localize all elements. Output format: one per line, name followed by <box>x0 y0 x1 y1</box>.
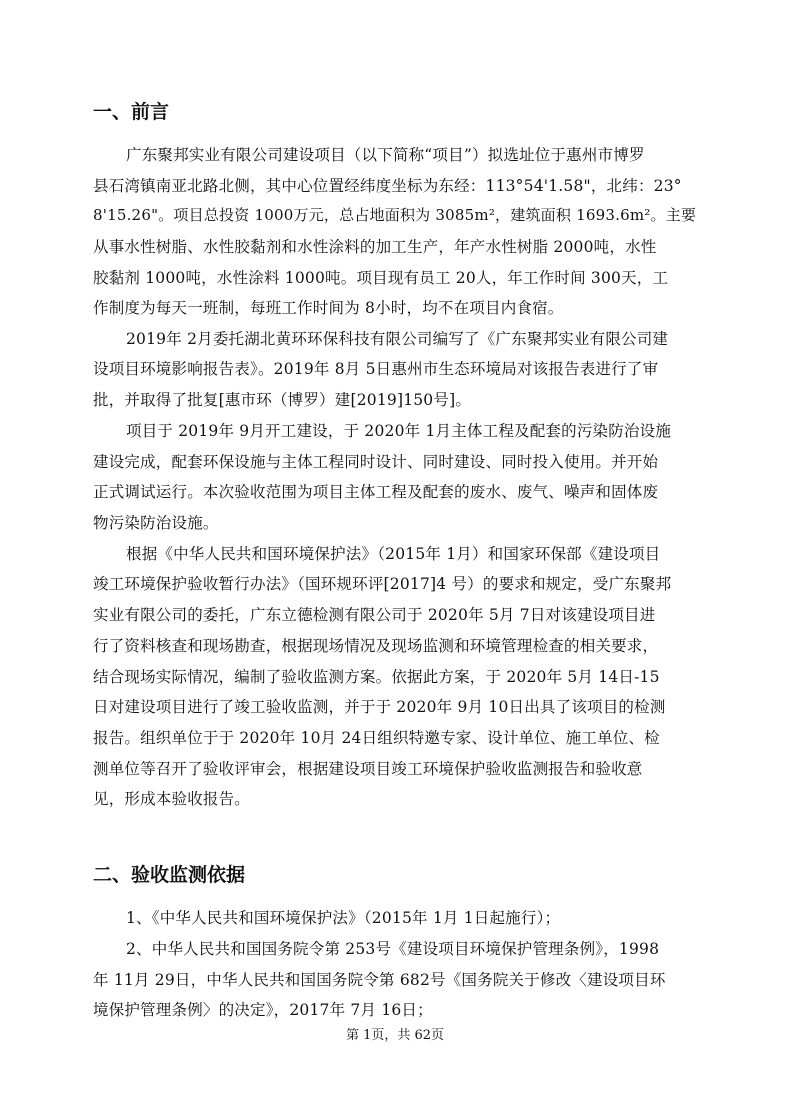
list-item-line: 2、中华人民共和国国务院令第 253号《建设项目环境保护管理条例》，1998 <box>126 940 660 958</box>
paragraph-line: 日对建设项目进行了竣工验收监测，并于于 2020年 9月 10日出具了该项目的检测 <box>93 698 666 716</box>
paragraph-line: 从事水性树脂、水性胶黏剂和水性涂料的加工生产，年产水性树脂 2000吨，水性 <box>93 238 657 256</box>
paragraph-line: 报告。组织单位于于 2020年 10月 24日组织特邀专家、设计单位、施工单位、检 <box>93 729 660 747</box>
paragraph-line: 设项目环境影响报告表》。2019年 8月 5日惠州市生态环境局对该报告表进行了审 <box>93 360 659 378</box>
paragraph-line: 行了资料核查和现场勘查，根据现场情况及现场监测和环境管理检查的相关要求， <box>93 637 659 655</box>
paragraph-line: 建设完成，配套环保设施与主体工程同时设计、同时建设、同时投入使用。并开始 <box>93 453 659 471</box>
paragraph-line: 物污染防治设施。 <box>93 514 219 532</box>
paragraph-line: 作制度为每天一班制，每班工作时间为 8小时，均不在项目内食宿。 <box>93 299 564 317</box>
paragraph-line: 广东聚邦实业有限公司建设项目（以下简称“项目”）拟选址位于惠州市博罗 <box>126 146 645 164</box>
list-item-line: 境保护管理条例〉的决定》，2017年 7月 16日； <box>93 1001 433 1019</box>
paragraph-line: 8'15.26"。项目总投资 1000万元，总占地面积为 3085m²，建筑面积 1693.6m²。主要 <box>93 206 697 224</box>
paragraph-line: 项目于 2019年 9月开工建设，于 2020年 1月主体工程及配套的污染防治设施 <box>126 422 672 440</box>
list-item-line: 年 11月 29日，中华人民共和国国务院令第 682号《国务院关于修改〈建设项目环 <box>93 971 666 989</box>
paragraph-line: 实业有限公司的委托，广东立德检测有限公司于 2020年 5月 7日对该建设项目进 <box>93 606 656 624</box>
paragraph-line: 测单位等召开了验收评审会，根据建设项目竣工环境保护验收监测报告和验收意 <box>93 760 643 778</box>
paragraph-line: 见，形成本验收报告。 <box>93 790 251 808</box>
paragraph-line: 根据《中华人民共和国环境保护法》（2015年 1月）和国家环保部《建设项目 <box>126 545 661 563</box>
paragraph-line: 正式调试运行。本次验收范围为项目主体工程及配套的废水、废气、噪声和固体废 <box>93 483 659 501</box>
section-heading-preface: 一、前言 <box>93 101 170 123</box>
list-item-line: 1、《中华人民共和国环境保护法》（2015年 1月 1日起施行）； <box>126 909 561 927</box>
section-heading-basis: 二、验收监测依据 <box>93 864 246 886</box>
paragraph-line: 批，并取得了批复[惠市环（博罗）建[2019]150号]。 <box>93 391 472 409</box>
paragraph-line: 胶黏剂 1000吨，水性涂料 1000吨。项目现有员工 20人，年工作时间 300天，工 <box>93 269 669 287</box>
paragraph-line: 2019年 2月委托湖北黄环环保科技有限公司编写了《广东聚邦实业有限公司建 <box>126 330 669 348</box>
page-footer: 第 1页，共 62页 <box>345 1028 445 1043</box>
paragraph-line: 结合现场实际情况，编制了验收监测方案。依据此方案，于 2020年 5月 14日-15 <box>93 668 660 686</box>
paragraph-line: 县石湾镇南亚北路北侧，其中心位置经纬度坐标为东经：113°54'1.58"，北纬：23° <box>93 177 682 195</box>
paragraph-line: 竣工环境保护验收暂行办法》（国环规环评[2017]4 号）的要求和规定，受广东聚邦 <box>93 575 672 593</box>
